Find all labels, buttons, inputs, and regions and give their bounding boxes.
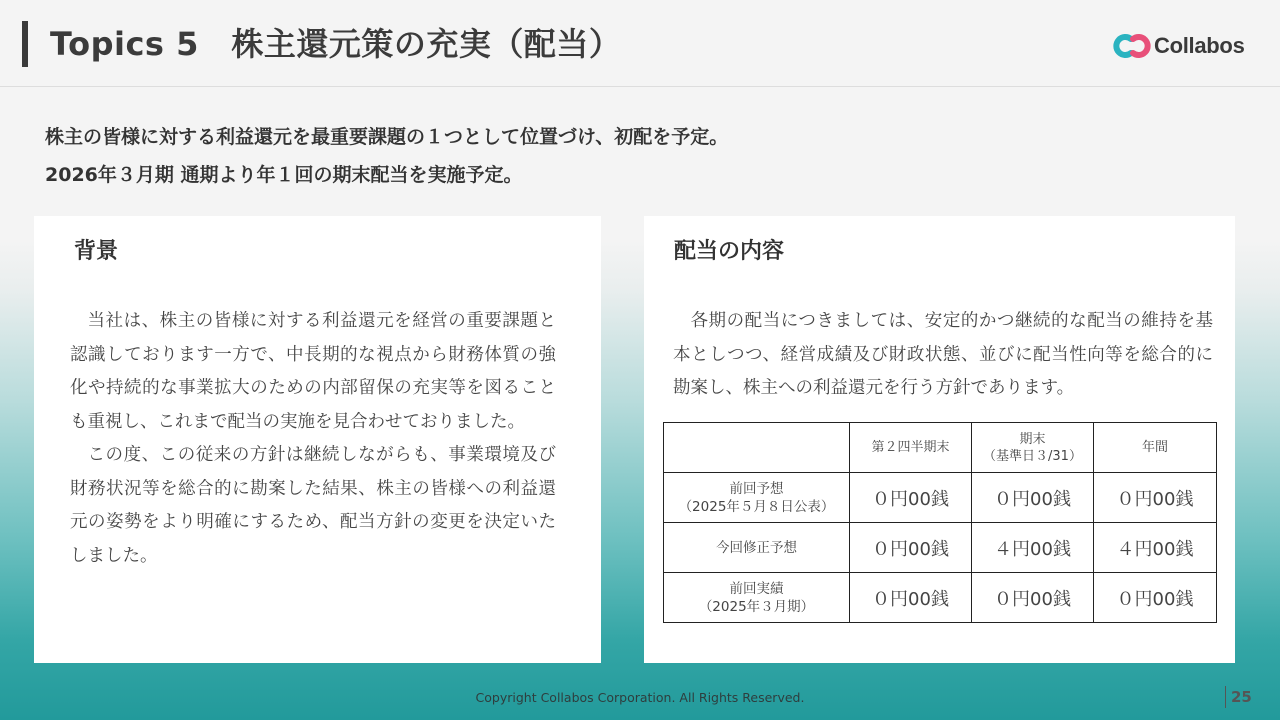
table-cell: ０円00銭	[972, 573, 1094, 623]
background-paragraph-1: 当社は、株主の皆様に対する利益還元を経営の重要課題と認識しております一方で、中長期的な視点から財務体質の強化や持続的な事業拡大のための内部留保の充実等を図ることも重視し、これまで配当の実施を見合わせておりました。	[70, 311, 556, 432]
table-row	[664, 473, 1217, 523]
collabos-logo-icon	[1112, 32, 1152, 60]
table-row	[664, 573, 1217, 623]
slide-header	[0, 0, 1280, 87]
background-card	[34, 216, 601, 663]
table-cell: ４円00銭	[1094, 523, 1217, 573]
table-header-cell: 年間	[1094, 423, 1217, 473]
table-header-row	[664, 423, 1217, 473]
lead-line-1: 株主の皆様に対する利益還元を最重要課題の１つとして位置づけ、初配を予定。	[45, 126, 729, 148]
table-cell: ０円00銭	[1094, 473, 1217, 523]
table-cell: ０円00銭	[850, 473, 972, 523]
lead-line-2: 2026年３月期 通期より年１回の期末配当を実施予定。	[45, 164, 523, 186]
copyright-footer: Copyright Collabos Corporation. All Rights Reserved.	[475, 690, 805, 705]
table-row-label: 今回修正予想	[664, 523, 850, 573]
background-body	[70, 305, 556, 573]
table-row-label: 前回実績 （2025年３月期）	[664, 573, 850, 623]
table-header-cell	[664, 423, 850, 473]
slide-title: Topics 5 株主還元策の充実（配当）	[50, 25, 622, 63]
page-number: 25	[1231, 688, 1252, 706]
collabos-logo	[1112, 32, 1254, 60]
table-row-label: 前回予想 （2025年５月８日公表）	[664, 473, 850, 523]
background-paragraph-2: この度、この従来の方針は継続しながらも、事業環境及び財務状況等を総合的に勘案した結果、株主の皆様への利益還元の姿勢をより明確にするため、配当方針の変更を決定いたしました。	[70, 445, 556, 566]
dividend-table	[663, 422, 1217, 623]
table-header-cell: 期末 （基準日３/31）	[972, 423, 1094, 473]
table-cell: ０円00銭	[972, 473, 1094, 523]
table-cell: ４円00銭	[972, 523, 1094, 573]
dividend-paragraph: 各期の配当につきましては、安定的かつ継続的な配当の維持を基本としつつ、経営成績及び財政状態、並びに配当性向等を総合的に勘案し、株主への利益還元を行う方針であります。	[673, 311, 1213, 398]
dividend-body	[673, 305, 1213, 406]
background-heading: 背景	[74, 239, 119, 264]
table-cell: ０円00銭	[850, 523, 972, 573]
table-header-cell: 第２四半期末	[850, 423, 972, 473]
dividend-heading: 配当の内容	[674, 239, 785, 264]
table-row	[664, 523, 1217, 573]
logo-wordmark: Collabos	[1154, 33, 1245, 58]
page-number-divider	[1225, 686, 1226, 708]
table-cell: ０円00銭	[850, 573, 972, 623]
table-cell: ０円00銭	[1094, 573, 1217, 623]
dividend-card	[644, 216, 1235, 663]
title-accent-bar	[22, 21, 28, 67]
